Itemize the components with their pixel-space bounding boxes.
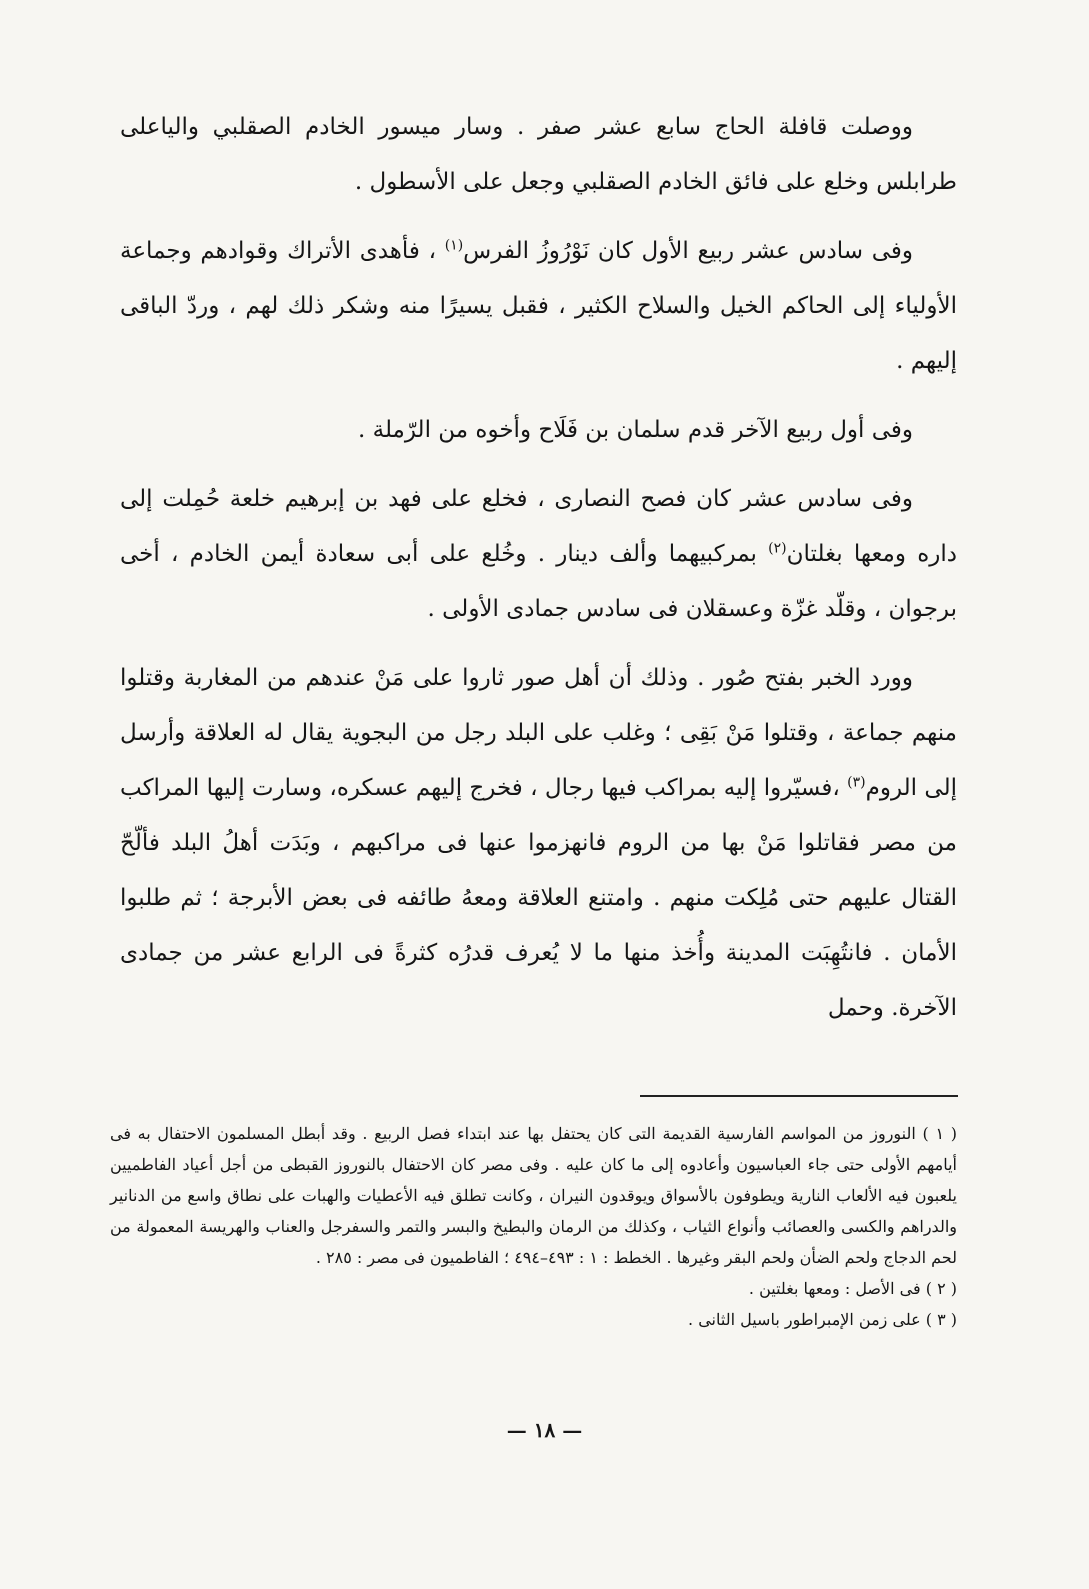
paragraph-5: وورد الخبر بفتح صُور . وذلك أن أهل صور ثاروا على مَنْ عندهم من المغاربة وقتلوا منهم جماعة ، وقتلوا مَنْ بَقِى ؛ وغلب على البلد رجل من البجوية يقال له العلاقة وأرسل إلى الروم$^{(٣)}$ ،فسيّروا إليه بمراكب فيها رجال ، فخرج إليهم عسكره، وسارت إليها المراكب من مصر فقاتلوا مَنْ بها من الروم فانهزموا عنها فى مراكبهم ، وبَدَت أهلُ البلد فألّحّ القتال عليهم حتى مُلِكت منهم . وامتنع العلاقة ومعهُ طائفه فى بعض الأبرجة ؛ ثم طلبوا الأمان . فانتُهِبَت المدينة وأُخذ منها ما لا يُعرف قدرُه كثرةً فى الرابع عشر من جمادى الآخرة. وحمل: [120, 665, 957, 1021]
footnote-divider: [640, 1095, 958, 1097]
footnote-2: ( ٢ ) فى الأصل : ومعها بغلتين .: [748, 1279, 957, 1298]
footnote-1: ( ١ ) النوروز من المواسم الفارسية القديمة التى كان يحتفل بها عند ابتداء فصل الربيع . وقد أبطل المسلمون الاحتفال به فى أيامهم الأولى حتى جاء العباسيون وأعادوه إلى ما كان عليه . وفى مصر كان الاحتفال بالنوروز القبطى من أجل أعياد الفاطميين يلعبون فيه الألعاب النارية ويطوفون بالأسواق ويوقدون النيران ، وكانت تطلق فيه الأعطيات والهبات على نطاق واسع من الدنانير والدراهم والكسى والعصائب وأنواع الثياب ، وكذلك من الرمان والبطيخ والبسر والتمر والسفرجل والعناب والهريسة المعمولة من لحم الدجاج ولحم الضأن ولحم البقر وغيرها . الخطط : ١ : ٤٩٣–٤٩٤ ؛ الفاطميون فى مصر : ٢٨٥ .: [110, 1124, 958, 1267]
paragraph-4: وفى سادس عشر كان فصح النصارى ، فخلع على فهد بن إبرهيم خلعة حُمِلت إلى داره ومعها بغلتان$^{(٢)}$ بمركبيهما وألف دينار . وخُلع على أبى سعادة أيمن الخادم ، أخى برجوان ، وقلّد غزّة وعسقلان فى سادس جمادى الأولى .: [120, 486, 957, 622]
main-text: [120, 100, 957, 1050]
page-number: — ١٨ —: [506, 1418, 583, 1442]
paragraph-2: وفى سادس عشر ربيع الأول كان نَوْرُوزُ الفرس$^{(١)}$ ، فأهدى الأتراك وقوادهم وجماعة الأولياء إلى الحاكم الخيل والسلاح الكثير ، فقبل يسيرًا منه وشكر ذلك لهم ، وردّ الباقى إليهم .: [120, 237, 957, 374]
footnote-ref-1: (١): [444, 237, 464, 254]
paragraph-1: ووصلت قافلة الحاج سابع عشر صفر . وسار ميسور الخادم الصقلبي والياعلى طرابلس وخلع على فائق الخادم الصقلبي وجعل على الأسطول .: [120, 114, 957, 195]
footnote-ref-2: (٢): [768, 540, 787, 557]
footnotes: [110, 1118, 957, 1335]
footnote-3: ( ٣ ) على زمن الإمبراطور باسيل الثانى .: [688, 1310, 957, 1329]
paragraph-3: وفى أول ربيع الآخر قدم سلمان بن فَلَاح وأخوه من الرّملة .: [357, 417, 913, 443]
footnote-ref-3: (٣): [847, 774, 866, 791]
